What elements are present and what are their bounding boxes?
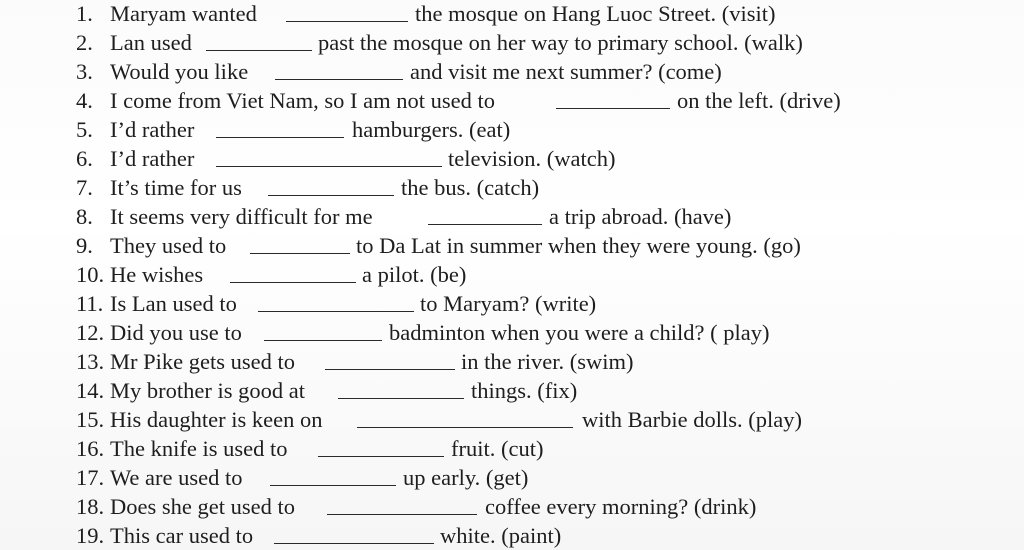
exercise-text-after: badminton when you were a child? ( play)	[389, 320, 770, 345]
exercise-number: 12.	[76, 320, 105, 345]
exercise-text-before: The knife is used to	[110, 436, 288, 461]
answer-blank[interactable]	[327, 514, 477, 515]
answer-blank[interactable]	[230, 282, 356, 283]
exercise-number: 8.	[76, 204, 93, 229]
answer-blank[interactable]	[428, 224, 542, 225]
exercise-number: 13.	[76, 349, 105, 374]
exercise-number: 17.	[76, 465, 105, 490]
exercise-text-before: Mr Pike gets used to	[110, 349, 295, 374]
exercise-text-after: to Maryam? (write)	[420, 291, 597, 316]
exercise-text-after: and visit me next summer? (come)	[410, 59, 722, 84]
exercise-number: 14.	[76, 378, 105, 403]
answer-blank[interactable]	[556, 108, 670, 109]
exercise-text-after: fruit. (cut)	[451, 436, 544, 461]
exercise-text-before: My brother is good at	[110, 378, 305, 403]
answer-blank[interactable]	[270, 485, 396, 486]
exercise-text-before: It’s time for us	[110, 175, 242, 200]
exercise-number: 16.	[76, 436, 105, 461]
exercise-number: 11.	[76, 291, 104, 316]
exercise-number: 18.	[76, 494, 105, 519]
exercise-text-before: I’d rather	[110, 146, 195, 171]
exercise-text-after: to Da Lat in summer when they were young. (go)	[356, 233, 801, 258]
exercise-text-after: in the river. (swim)	[461, 349, 634, 374]
exercise-text-after: white. (paint)	[440, 523, 562, 548]
exercise-text-before: Does she get used to	[110, 494, 295, 519]
answer-blank[interactable]	[275, 79, 403, 80]
exercise-text-after: a trip abroad. (have)	[549, 204, 732, 229]
answer-blank[interactable]	[258, 311, 414, 312]
exercise-number: 9.	[76, 233, 93, 258]
answer-blank[interactable]	[206, 50, 312, 51]
exercise-text-before: Is Lan used to	[110, 291, 237, 316]
exercise-text-after: coffee every morning? (drink)	[485, 494, 757, 519]
exercise-text-after: things. (fix)	[471, 378, 578, 403]
exercise-text-before: It seems very difficult for me	[110, 204, 373, 229]
exercise-text-before: They used to	[110, 233, 227, 258]
answer-blank[interactable]	[250, 253, 350, 254]
answer-blank[interactable]	[338, 398, 464, 399]
answer-blank[interactable]	[268, 195, 394, 196]
exercise-text-before: His daughter is keen on	[110, 407, 323, 432]
exercise-text-after: the bus. (catch)	[401, 175, 540, 200]
answer-blank[interactable]	[357, 427, 573, 428]
exercise-number: 7.	[76, 175, 93, 200]
answer-blank[interactable]	[274, 543, 434, 544]
exercise-number: 5.	[76, 117, 93, 142]
exercise-text-before: I’d rather	[110, 117, 195, 142]
answer-blank[interactable]	[286, 21, 408, 22]
exercise-text-before: Did you use to	[110, 320, 242, 345]
exercise-text-after: up early. (get)	[403, 465, 529, 490]
answer-blank[interactable]	[264, 340, 382, 341]
exercise-number: 2.	[76, 30, 93, 55]
exercise-number: 4.	[76, 88, 93, 113]
exercise-text-after: television. (watch)	[448, 146, 616, 171]
exercise-text-before: Lan used	[110, 30, 192, 55]
exercise-text-after: past the mosque on her way to primary school. (walk)	[318, 30, 803, 55]
exercise-number: 15.	[76, 407, 105, 432]
exercise-number: 1.	[76, 1, 93, 26]
answer-blank[interactable]	[216, 137, 344, 138]
exercise-text-before: He wishes	[110, 262, 204, 287]
exercise-text-before: I come from Viet Nam, so I am not used to	[110, 88, 496, 113]
answer-blank[interactable]	[318, 456, 444, 457]
exercise-text-after: hamburgers. (eat)	[352, 117, 511, 142]
answer-blank[interactable]	[325, 369, 455, 370]
exercise-text-before: Would you like	[110, 59, 249, 84]
exercise-text-after: with Barbie dolls. (play)	[582, 407, 802, 432]
exercise-text-before: Maryam wanted	[110, 1, 257, 26]
exercise-number: 3.	[76, 59, 93, 84]
exercise-text-after: the mosque on Hang Luoc Street. (visit)	[415, 1, 776, 26]
exercise-text-after: on the left. (drive)	[677, 88, 841, 113]
exercise-text-before: This car used to	[110, 523, 254, 548]
exercise-number: 6.	[76, 146, 93, 171]
answer-blank[interactable]	[216, 166, 442, 167]
exercise-number: 19.	[76, 523, 105, 548]
exercise-number: 10.	[76, 262, 105, 287]
exercise-text-after: a pilot. (be)	[362, 262, 467, 287]
exercise-text-before: We are used to	[110, 465, 243, 490]
